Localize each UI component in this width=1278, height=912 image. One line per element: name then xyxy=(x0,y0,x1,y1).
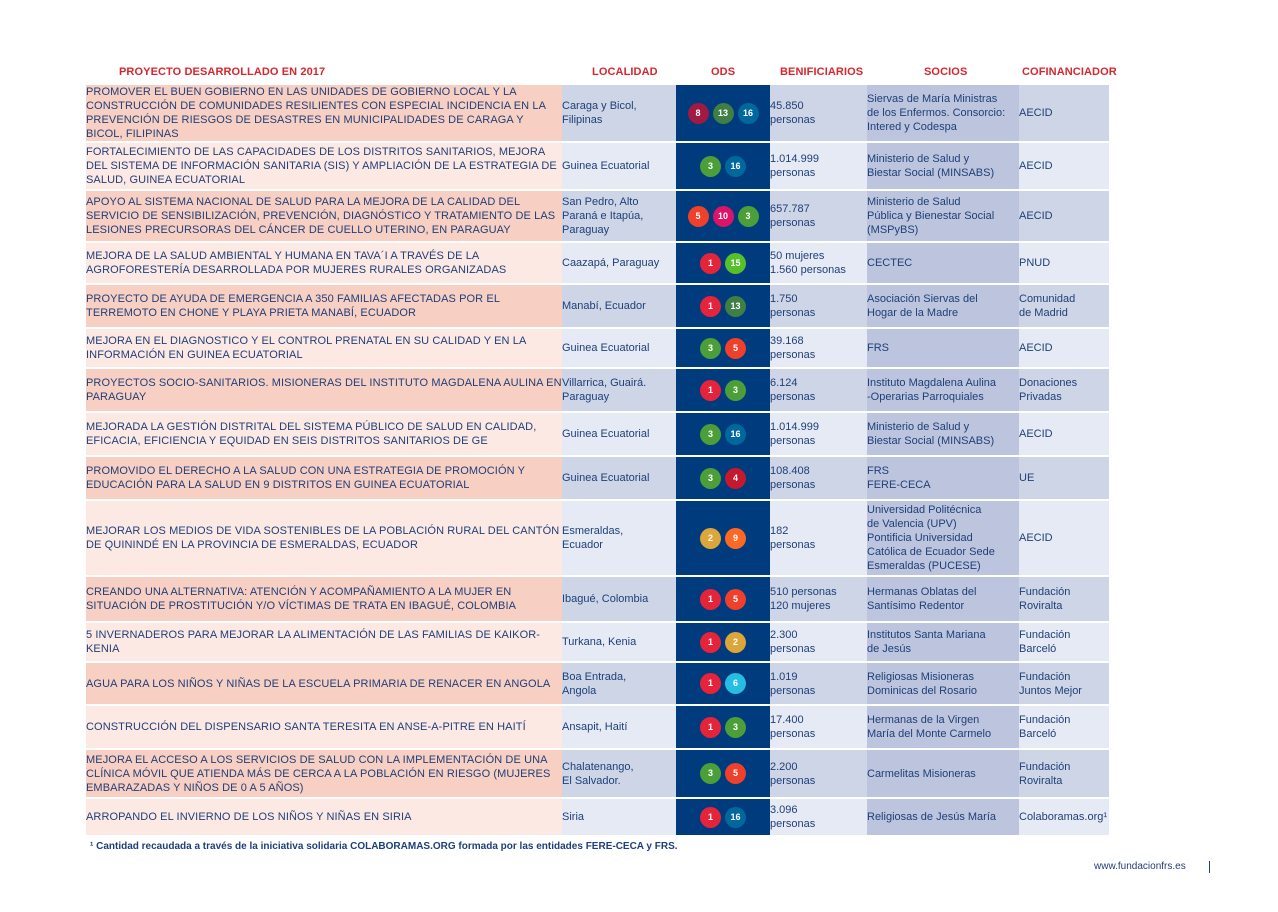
project-cell: MEJORADA LA GESTIÓN DISTRITAL DEL SISTEMA PÚBLICO DE SALUD EN CALIDAD, EFICACIA, EFICIENCIA Y EQUIDAD EN SEIS DISTRITOS SANITARIOS DE GE xyxy=(86,412,562,456)
cofinancer-cell: Fundación Barceló xyxy=(1019,622,1109,662)
ods-goal-badge: 1 xyxy=(700,296,721,317)
location-cell: Guinea Ecuatorial xyxy=(562,328,676,368)
beneficiaries-cell: 50 mujeres 1.560 personas xyxy=(770,242,867,284)
beneficiaries-cell: 182 personas xyxy=(770,500,867,576)
location-cell: Turkana, Kenia xyxy=(562,622,676,662)
location-cell: Manabí, Ecuador xyxy=(562,284,676,328)
ods-goal-badge: 3 xyxy=(700,156,721,177)
table-row xyxy=(86,242,1109,284)
cofinancer-cell: AECID xyxy=(1019,190,1109,242)
project-cell: PROMOVIDO EL DERECHO A LA SALUD CON UNA ESTRATEGIA DE PROMOCIÓN Y EDUCACIÓN PARA LA SALUD EN 9 DISTRITOS EN GUINEA ECUATORIAL xyxy=(86,456,562,500)
ods-goal-badge: 5 xyxy=(725,763,746,784)
location-cell: Ibagué, Colombia xyxy=(562,576,676,622)
partners-cell: Religiosas Misioneras Dominicas del Rosario xyxy=(867,662,1019,705)
ods-goal-badge: 2 xyxy=(700,528,721,549)
location-cell: Guinea Ecuatorial xyxy=(562,142,676,190)
beneficiaries-cell: 1.019 personas xyxy=(770,662,867,705)
table-row xyxy=(86,500,1109,576)
cofinancer-cell: UE xyxy=(1019,456,1109,500)
ods-goal-badge: 2 xyxy=(725,632,746,653)
cofinancer-cell: Fundación Roviralta xyxy=(1019,749,1109,798)
project-cell: MEJORA EN EL DIAGNOSTICO Y EL CONTROL PRENATAL EN SU CALIDAD Y EN LA INFORMACIÓN EN GUINEA ECUATORIAL xyxy=(86,328,562,368)
beneficiaries-cell: 1.014.999 personas xyxy=(770,142,867,190)
ods-goal-badge: 10 xyxy=(713,206,734,227)
cofinancer-cell: AECID xyxy=(1019,142,1109,190)
cofinancer-cell: Fundación Roviralta xyxy=(1019,576,1109,622)
ods-goal-badge: 3 xyxy=(700,763,721,784)
location-cell: Ansapit, Haití xyxy=(562,705,676,749)
ods-goal-badge: 3 xyxy=(700,468,721,489)
project-cell: ARROPANDO EL INVIERNO DE LOS NIÑOS Y NIÑAS EN SIRIA xyxy=(86,798,562,836)
ods-cell xyxy=(676,284,770,328)
table-row xyxy=(86,749,1109,798)
project-cell: PROYECTO DE AYUDA DE EMERGENCIA A 350 FAMILIAS AFECTADAS POR EL TERREMOTO EN CHONE Y PLAYA PRIETA MANABÍ, ECUADOR xyxy=(86,284,562,328)
ods-cell xyxy=(676,242,770,284)
ods-goal-badge: 1 xyxy=(700,253,721,274)
project-cell: FORTALECIMIENTO DE LAS CAPACIDADES DE LOS DISTRITOS SANITARIOS, MEJORA DEL SISTEMA DE INFORMACIÓN SANITARIA (SIS) Y AMPLIACIÓN DE LA ESTRATEGIA DE SALUD, GUINEA ECUATORIAL xyxy=(86,142,562,190)
location-cell: Siria xyxy=(562,798,676,836)
table-row xyxy=(86,190,1109,242)
location-cell: Guinea Ecuatorial xyxy=(562,412,676,456)
cofinancer-cell: Comunidad de Madrid xyxy=(1019,284,1109,328)
location-cell: San Pedro, Alto Paraná e Itapúa, Paraguay xyxy=(562,190,676,242)
beneficiaries-cell: 1.014.999 personas xyxy=(770,412,867,456)
ods-cell xyxy=(676,576,770,622)
table-row xyxy=(86,368,1109,412)
ods-cell xyxy=(676,798,770,836)
partners-cell: Instituto Magdalena Aulina -Operarias Parroquiales xyxy=(867,368,1019,412)
table-row xyxy=(86,284,1109,328)
table-row xyxy=(86,412,1109,456)
cofinancer-cell: Donaciones Privadas xyxy=(1019,368,1109,412)
beneficiaries-cell: 17.400 personas xyxy=(770,705,867,749)
beneficiaries-cell: 39.168 personas xyxy=(770,328,867,368)
table-row xyxy=(86,622,1109,662)
beneficiaries-cell: 2.300 personas xyxy=(770,622,867,662)
beneficiaries-cell: 3.096 personas xyxy=(770,798,867,836)
ods-goal-badge: 3 xyxy=(725,380,746,401)
ods-goal-badge: 1 xyxy=(700,589,721,610)
ods-goal-badge: 4 xyxy=(725,468,746,489)
cofinancer-cell: Fundación Barceló xyxy=(1019,705,1109,749)
partners-cell: Hermanas de la Virgen María del Monte Carmelo xyxy=(867,705,1019,749)
ods-goal-badge: 1 xyxy=(700,807,721,828)
project-cell: PROMOVER EL BUEN GOBIERNO EN LAS UNIDADES DE GOBIERNO LOCAL Y LA CONSTRUCCIÓN DE COMUNIDADES RESILIENTES CON ESPECIAL INCIDENCIA EN LA PREVENCIÓN DE RIESGOS DE DESASTRES EN MUNICIPALIDADES DE CARAGA Y BICOL, FILIPINAS xyxy=(86,85,562,142)
ods-cell xyxy=(676,749,770,798)
ods-cell xyxy=(676,500,770,576)
partners-cell: FRS FERE-CECA xyxy=(867,456,1019,500)
partners-cell: Institutos Santa Mariana de Jesús xyxy=(867,622,1019,662)
ods-goal-badge: 3 xyxy=(700,424,721,445)
ods-cell xyxy=(676,190,770,242)
ods-cell xyxy=(676,368,770,412)
project-cell: APOYO AL SISTEMA NACIONAL DE SALUD PARA LA MEJORA DE LA CALIDAD DEL SERVICIO DE SENSIBILIZACIÓN, PREVENCIÓN, DIAGNÓSTICO Y TRATAMIENTO DE LAS LESIONES PRECURSORAS DEL CÁNCER DE CUELLO UTERINO, EN PARAGUAY xyxy=(86,190,562,242)
location-cell: Boa Entrada, Angola xyxy=(562,662,676,705)
header-cofinancer: COFINANCIADOR xyxy=(1022,66,1117,78)
table-row xyxy=(86,798,1109,836)
ods-goal-badge: 16 xyxy=(725,807,746,828)
location-cell: Guinea Ecuatorial xyxy=(562,456,676,500)
ods-cell xyxy=(676,622,770,662)
ods-cell xyxy=(676,662,770,705)
table-row xyxy=(86,85,1109,142)
table-row xyxy=(86,705,1109,749)
location-cell: Caazapá, Paraguay xyxy=(562,242,676,284)
partners-cell: Siervas de María Ministras de los Enfermos. Consorcio: Intered y Codespa xyxy=(867,85,1019,142)
ods-cell xyxy=(676,85,770,142)
partners-cell: Asociación Siervas del Hogar de la Madre xyxy=(867,284,1019,328)
header-location: LOCALIDAD xyxy=(592,66,658,78)
location-cell: Villarrica, Guairá. Paraguay xyxy=(562,368,676,412)
location-cell: Caraga y Bicol, Filipinas xyxy=(562,85,676,142)
ods-cell xyxy=(676,328,770,368)
ods-goal-badge: 3 xyxy=(725,717,746,738)
ods-cell xyxy=(676,142,770,190)
website-link[interactable]: www.fundacionfrs.es xyxy=(1094,861,1186,872)
ods-goal-badge: 16 xyxy=(725,424,746,445)
page-divider xyxy=(1209,861,1210,873)
header-partners: SOCIOS xyxy=(924,66,968,78)
partners-cell: Religiosas de Jesús María xyxy=(867,798,1019,836)
beneficiaries-cell: 6.124 personas xyxy=(770,368,867,412)
ods-goal-badge: 16 xyxy=(738,103,759,124)
cofinancer-cell: AECID xyxy=(1019,412,1109,456)
partners-cell: Ministerio de Salud Pública y Bienestar Social (MSPyBS) xyxy=(867,190,1019,242)
ods-goal-badge: 13 xyxy=(725,296,746,317)
location-cell: Esmeraldas, Ecuador xyxy=(562,500,676,576)
project-cell: CONSTRUCCIÓN DEL DISPENSARIO SANTA TERESITA EN ANSE-A-PITRE EN HAITÍ xyxy=(86,705,562,749)
ods-cell xyxy=(676,705,770,749)
ods-goal-badge: 5 xyxy=(725,589,746,610)
ods-goal-badge: 1 xyxy=(700,380,721,401)
table-row xyxy=(86,662,1109,705)
header-ods: ODS xyxy=(711,66,736,78)
project-cell: AGUA PARA LOS NIÑOS Y NIÑAS DE LA ESCUELA PRIMARIA DE RENACER EN ANGOLA xyxy=(86,662,562,705)
location-cell: Chalatenango, El Salvador. xyxy=(562,749,676,798)
beneficiaries-cell: 510 personas 120 mujeres xyxy=(770,576,867,622)
ods-cell xyxy=(676,456,770,500)
table-row xyxy=(86,576,1109,622)
ods-goal-badge: 5 xyxy=(725,338,746,359)
ods-goal-badge: 1 xyxy=(700,673,721,694)
ods-goal-badge: 1 xyxy=(700,717,721,738)
ods-goal-badge: 16 xyxy=(725,156,746,177)
beneficiaries-cell: 45.850 personas xyxy=(770,85,867,142)
ods-goal-badge: 3 xyxy=(700,338,721,359)
beneficiaries-cell: 2.200 personas xyxy=(770,749,867,798)
partners-cell: Universidad Politécnica de Valencia (UPV) Pontificia Universidad Católica de Ecuador Sede Esmeraldas (PUCESE) xyxy=(867,500,1019,576)
partners-cell: Carmelitas Misioneras xyxy=(867,749,1019,798)
ods-goal-badge: 15 xyxy=(725,253,746,274)
partners-cell: Hermanas Oblatas del Santísimo Redentor xyxy=(867,576,1019,622)
header-beneficiaries: BENIFICIARIOS xyxy=(780,66,864,78)
projects-table xyxy=(86,85,1109,837)
cofinancer-cell: Colaboramas.org¹ xyxy=(1019,798,1109,836)
ods-goal-badge: 1 xyxy=(700,632,721,653)
project-cell: MEJORA EL ACCESO A LOS SERVICIOS DE SALUD CON LA IMPLEMENTACIÓN DE UNA CLÍNICA MÓVIL QUE ATIENDA MÁS DE CERCA A LA POBLACIÓN EN RIESGO (MUJERES EMBARAZADAS Y NIÑOS DE 0 A 5 AÑOS) xyxy=(86,749,562,798)
partners-cell: Ministerio de Salud y Biestar Social (MINSABS) xyxy=(867,142,1019,190)
ods-goal-badge: 6 xyxy=(725,673,746,694)
footnote: ¹ Cantidad recaudada a través de la iniciativa solidaria COLABORAMAS.ORG formada por las entidades FERE-CECA y FRS. xyxy=(90,841,678,852)
header-project: PROYECTO DESARROLLADO EN 2017 xyxy=(119,66,326,78)
ods-goal-badge: 9 xyxy=(725,528,746,549)
beneficiaries-cell: 108.408 personas xyxy=(770,456,867,500)
table-row xyxy=(86,328,1109,368)
project-cell: 5 INVERNADEROS PARA MEJORAR LA ALIMENTACIÓN DE LAS FAMILIAS DE KAIKOR-KENIA xyxy=(86,622,562,662)
partners-cell: CECTEC xyxy=(867,242,1019,284)
project-cell: PROYECTOS SOCIO-SANITARIOS. MISIONERAS DEL INSTITUTO MAGDALENA AULINA EN PARAGUAY xyxy=(86,368,562,412)
project-cell: MEJORAR LOS MEDIOS DE VIDA SOSTENIBLES DE LA POBLACIÓN RURAL DEL CANTÓN DE QUININDÉ EN LA PROVINCIA DE ESMERALDAS, ECUADOR xyxy=(86,500,562,576)
partners-cell: FRS xyxy=(867,328,1019,368)
ods-goal-badge: 5 xyxy=(688,206,709,227)
ods-goal-badge: 3 xyxy=(738,206,759,227)
cofinancer-cell: PNUD xyxy=(1019,242,1109,284)
table-row xyxy=(86,456,1109,500)
table-row xyxy=(86,142,1109,190)
beneficiaries-cell: 1.750 personas xyxy=(770,284,867,328)
project-cell: CREANDO UNA ALTERNATIVA: ATENCIÓN Y ACOMPAÑAMIENTO A LA MUJER EN SITUACIÓN DE PROSTITUCIÓN Y/O VÍCTIMAS DE TRATA EN IBAGUÉ, COLOMBIA xyxy=(86,576,562,622)
cofinancer-cell: AECID xyxy=(1019,500,1109,576)
ods-goal-badge: 8 xyxy=(688,103,709,124)
cofinancer-cell: Fundación Juntos Mejor xyxy=(1019,662,1109,705)
partners-cell: Ministerio de Salud y Biestar Social (MINSABS) xyxy=(867,412,1019,456)
ods-goal-badge: 13 xyxy=(713,103,734,124)
projects-table-body xyxy=(86,85,1109,836)
cofinancer-cell: AECID xyxy=(1019,328,1109,368)
beneficiaries-cell: 657.787 personas xyxy=(770,190,867,242)
cofinancer-cell: AECID xyxy=(1019,85,1109,142)
ods-cell xyxy=(676,412,770,456)
project-cell: MEJORA DE LA SALUD AMBIENTAL Y HUMANA EN TAVA´I A TRAVÉS DE LA AGROFORESTERÍA DESARROLLADA POR MUJERES RURALES ORGANIZADAS xyxy=(86,242,562,284)
